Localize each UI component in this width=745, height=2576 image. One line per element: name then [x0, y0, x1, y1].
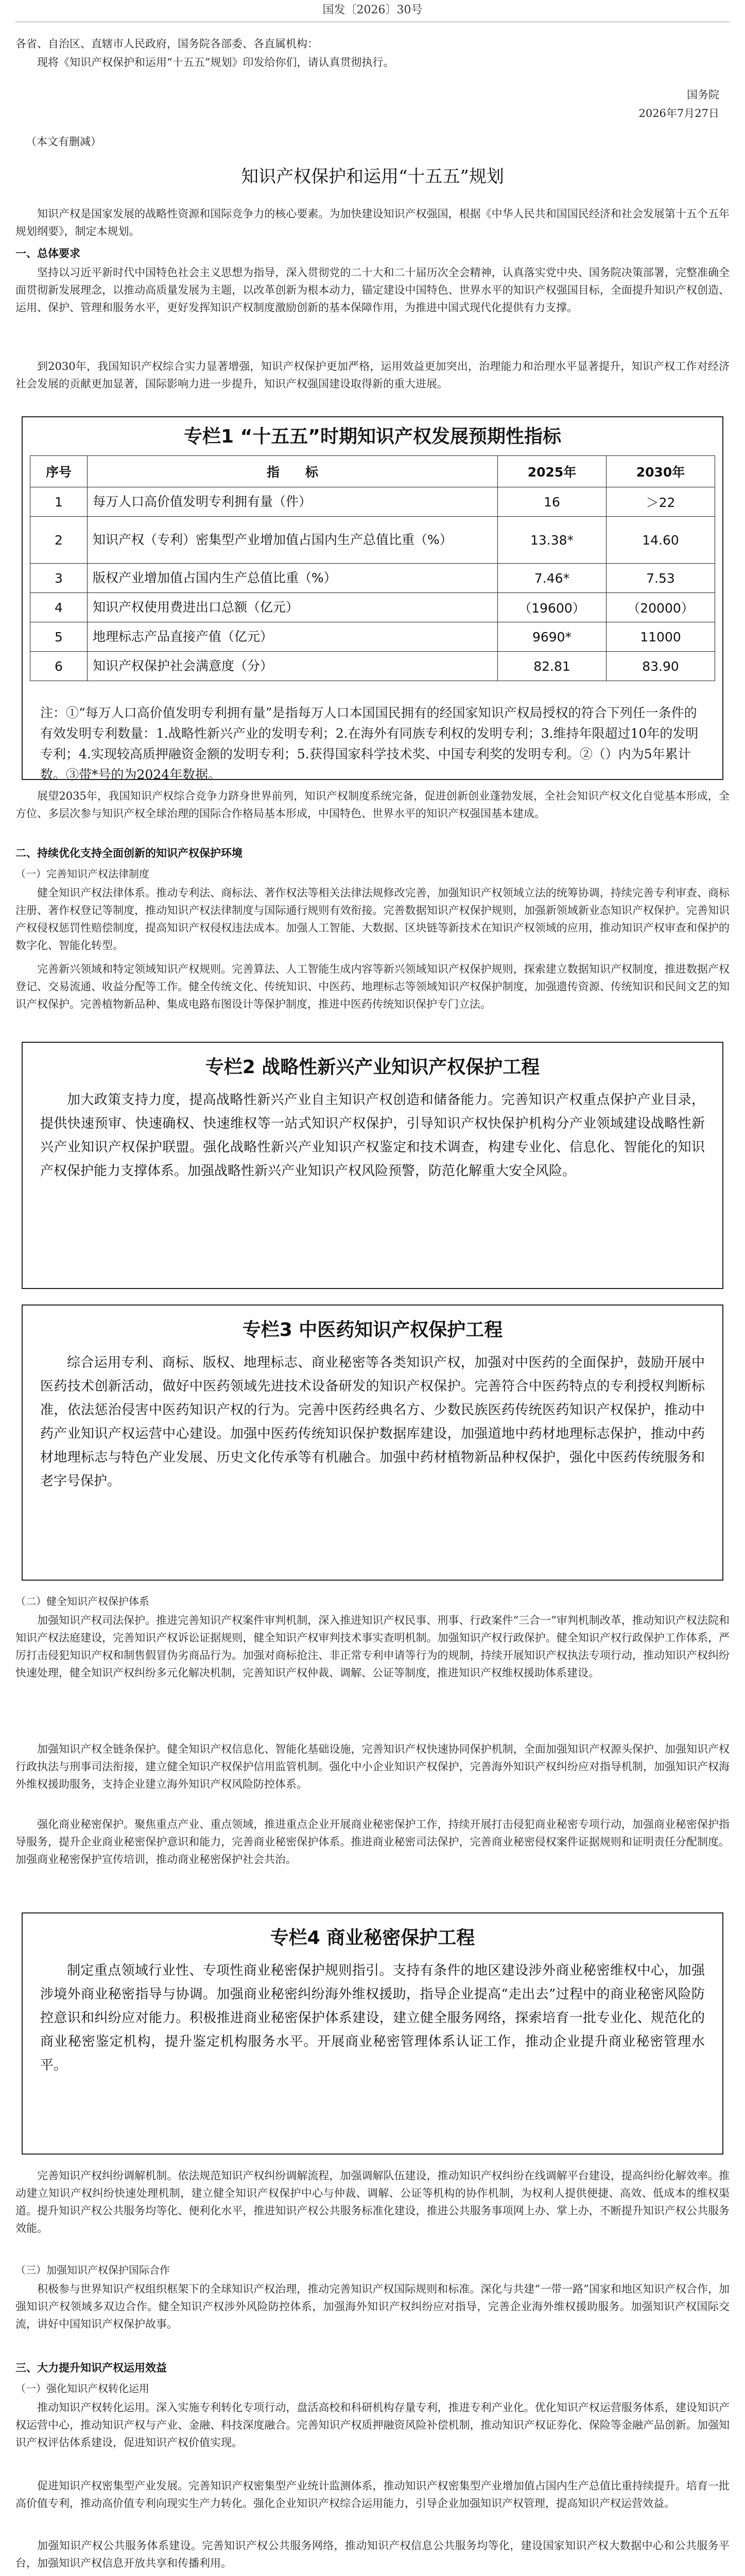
box-2-text: 加大政策支持力度，提高战略性新兴产业自主知识产权创造和储备能力。完善知识产权重点保护产业目录，提供快速预审、快速确权、快速维权等一站式知识产权保护，引导知识产权快保护机构分产业领域建设战略性新兴产业知识产权保护联盟。强化战略性新兴产业知识产权鉴定和技术调查，构建专业化、信息化、智能化的知识产权保护能力支撑体系。加强战略性新兴产业知识产权风险预警，防范化解重大安全风险。 — [40, 1092, 705, 1179]
indicator-table-header-row — [30, 456, 715, 487]
header-cell-number: 序号 — [30, 456, 88, 487]
indicator-number: 4 — [30, 593, 88, 622]
section-2-heading: 二、持续优化支持全面创新的知识产权保护环境 — [15, 847, 242, 859]
header-cell-2030: 2030年 — [607, 456, 715, 487]
indicator-value-2025: （19600） — [498, 593, 607, 622]
box-3-title: 专栏3 中医药知识产权保护工程 — [242, 1319, 503, 1341]
signature-org: 国务院 — [687, 89, 719, 101]
subsection-3-1-heading: （一）强化知识产权转化运用 — [15, 2382, 149, 2395]
section-1-paragraph-1: 坚持以习近平新时代中国特色社会主义思想为指导，深入贯彻党的二十大和二十届历次全会精神，认真落实党中央、国务院决策部署，完整准确全面贯彻新发展理念，以推动高质量发展为主题，以改革创新为根本动力，锚定建设中国特色、世界水平的知识产权强国目标，全面提升知识产权创造、运用、保护、管理和服务水平，更好发挥知识产权制度激励创新的基本保障作用，为推进中国式现代化提供有力支撑。 — [15, 266, 730, 314]
indicator-value-2030: 83.90 — [607, 652, 715, 681]
subsection-2-2-paragraph-2: 加强知识产权全链条保护。健全知识产权信息化、智能化基础设施，完善知识产权快速协同保护机制，全面加强知识产权源头保护、加强知识产权行政执法与刑事司法衔接，建立健全知识产权保护信用监管机制。强化中小企业知识产权保护，完善海外知识产权纠纷应对指导机制，加强知识产权海外维权援助服务，支持企业建立海外知识产权风险防控体系。 — [15, 1743, 730, 1790]
preface-paragraph: 知识产权是国家发展的战略性资源和国际竞争力的核心要素。为加快建设知识产权强国，根据《中华人民共和国国民经济和社会发展第十五个五年规划纲要》，制定本规划。 — [15, 208, 730, 238]
box-1-title: 专栏1 “十五五”时期知识产权发展预期性指标 — [184, 426, 561, 447]
subsection-2-2-paragraph-1: 加强知识产权司法保护。推进完善知识产权案件审判机制，深入推进知识产权民事、刑事、行政案件“三合一”审判机制改革，推动知识产权法院和知识产权法庭建设，完善知识产权诉讼证据规则，健全知识产权审判技术事实查明机制。加强知识产权行政保护。健全知识产权行政保护工作体系，严厉打击侵犯知识产权和制售假冒伪劣商品行为。加强对商标抢注、非正常专利申请等行为的规制，持续开展知识产权执法专项行动，推动知识产权纠纷快速处理，健全知识产权纠纷多元化解决机制，完善知识产权仲裁、调解、公证等制度，推进知识产权维权援助体系建设。 — [15, 1614, 730, 1679]
subsection-2-2-paragraph-3: 强化商业秘密保护。聚焦重点产业、重点领域，推进重点企业开展商业秘密保护工作，持续开展打击侵犯商业秘密专项行动，加强商业秘密保护指导服务，提升企业商业秘密保护意识和能力，完善商业秘密保护体系。推进商业秘密司法保护，完善商业秘密侵权案件证据规则和证明责任分配制度。加强商业秘密保护宣传培训，推动商业秘密保护社会共治。 — [15, 1818, 730, 1866]
indicator-row — [30, 564, 715, 593]
column-box-4 — [22, 1912, 723, 2155]
indicator-value-2025: 82.81 — [498, 652, 607, 681]
indicator-number: 2 — [30, 517, 88, 564]
header-cell-2025: 2025年 — [498, 456, 607, 487]
publication-note: （本文有删减） — [26, 135, 101, 148]
indicator-number: 5 — [30, 622, 88, 652]
section-1-paragraph-2: 到2030年，我国知识产权综合实力显著增强，知识产权保护更加严格，运用效益更加突出，治理能力和治理水平显著提升，知识产权工作对经济社会发展的贡献更加显著，国际影响力进一步提升，知识产权强国建设取得新的重大进展。 — [15, 360, 730, 390]
instruction-line: 现将《知识产权保护和运用“十五五”规划》印发给你们，请认真贯彻执行。 — [37, 56, 394, 69]
indicator-row — [30, 517, 715, 564]
subsection-2-3-paragraph: 积极参与世界知识产权组织框架下的全球知识产权治理，推动完善知识产权国际规则和标准。深化与共建“一带一路”国家和地区知识产权合作，加强知识产权领域多双边合作。健全知识产权涉外风险防控体系，加强海外知识产权纠纷应对指导，完善企业海外维权援助服务。加强知识产权国际交流，讲好中国知识产权保护故事。 — [15, 2283, 730, 2330]
box-1-note: 注：①“每万人口高价值发明专利拥有量”是指每万人口本国国民拥有的经国家知识产权局授权的符合下列任一条件的有效发明专利数量：1.战略性新兴产业的发明专利；2.在海外有同族专利权的发明专利；3.维持年限超过10年的发明专利；4.实现较高质押融资金额的发明专利；5.获得国家科学技术奖、中国专利奖的发明专利。②（）内为5年累计数。③带*号的为2024年数据。 — [40, 705, 699, 782]
indicator-value-2025: 7.46* — [498, 564, 607, 593]
box-4-text: 制定重点领域行业性、专项性商业秘密保护规则指引。支持有条件的地区建设涉外商业秘密维权中心，加强涉境外商业秘密指导与协调。加强商业秘密纠纷海外维权援助，指导企业提高“走出去”过程中的商业秘密风险防控意识和纠纷应对能力。积极推进商业秘密保护体系建设，建立健全服务网络，探索培育一批专业化、规范化的商业秘密鉴定机构，提升鉴定机构服务水平。开展商业秘密管理体系认证工作，推动企业提升商业秘密管理水平。 — [40, 1963, 705, 2073]
indicator-number: 6 — [30, 652, 88, 681]
section-1-heading: 一、总体要求 — [15, 247, 80, 260]
indicator-value-2025: 9690* — [498, 622, 607, 652]
indicator-table — [30, 455, 715, 681]
indicator-name: 知识产权使用费进出口总额（亿元） — [88, 593, 498, 622]
indicator-number: 1 — [30, 487, 88, 517]
indicator-row — [30, 652, 715, 681]
box-4-title: 专栏4 商业秘密保护工程 — [270, 1927, 475, 1948]
box-2-title: 专栏2 战略性新兴产业知识产权保护工程 — [205, 1057, 540, 1078]
subsection-2-1-paragraph-2: 完善新兴领域和特定领域知识产权规则。完善算法、人工智能生成内容等新兴领域知识产权保护规则，探索建立数据知识产权制度，推进数据产权登记、交易流通、收益分配等工作。健全传统文化、传统知识、中医药、地理标志等领域知识产权保护制度，加强遗传资源、传统知识和民间文艺的知识产权保护。完善植物新品种、集成电路布图设计等保护制度，推进中医药传统知识保护专门立法。 — [15, 963, 730, 1010]
indicator-row — [30, 487, 715, 517]
document-number: 国发〔2026〕30号 — [322, 4, 423, 16]
indicator-value-2030: 11000 — [607, 622, 715, 652]
signature-date: 2026年7月27日 — [638, 107, 719, 120]
subsection-3-1-paragraph-2: 促进知识产权密集型产业发展。完善知识产权密集型产业统计监测体系，推动知识产权密集型产业增加值占国内生产总值比重持续提升。培育一批高价值专利，推动高价值专利向现实生产力转化。强化企业知识产权综合运用能力，引导企业加强知识产权管理，提高知识产权运营效益。 — [15, 2480, 730, 2510]
subsection-3-1-paragraph-3: 加强知识产权公共服务体系建设。完善知识产权公共服务网络，推动知识产权信息公共服务均等化，建设国家知识产权大数据中心和公共服务平台，加强知识产权信息开放共享和传播利用。 — [15, 2539, 730, 2569]
column-box-3 — [22, 1304, 723, 1581]
section-3-heading: 三、大力提升知识产权运用效益 — [15, 2362, 167, 2374]
indicator-value-2030: ＞22 — [607, 487, 715, 517]
mediation-paragraph: 完善知识产权纠纷调解机制。依法规范知识产权纠纷调解流程，加强调解队伍建设，推动知识产权纠纷在线调解平台建设，提高纠纷化解效率。推动建立知识产权纠纷快速处理机制，建立健全知识产权保护中心与仲裁、调解、公证等机构的协作机制，为权利人提供便捷、高效、低成本的维权渠道。提升知识产权公共服务均等化、便利化水平，推进知识产权公共服务标准化建设，推进公共服务事项网上办、掌上办，不断提升知识产权公共服务效能。 — [15, 2170, 730, 2234]
indicator-value-2030: 7.53 — [607, 564, 715, 593]
subsection-2-1-heading: （一）完善知识产权法律制度 — [15, 868, 149, 880]
subsection-2-2-heading: （二）健全知识产权保护体系 — [15, 1595, 149, 1607]
indicator-name: 地理标志产品直接产值（亿元） — [88, 622, 498, 652]
indicator-row — [30, 622, 715, 652]
indicator-name: 知识产权（专利）密集型产业增加值占国内生产总值比重（%） — [88, 517, 498, 564]
plan-title: 知识产权保护和运用“十五五”规划 — [241, 166, 504, 187]
indicator-number: 3 — [30, 564, 88, 593]
indicator-name: 每万人口高价值发明专利拥有量（件） — [88, 487, 498, 517]
subsection-3-1-paragraph-1: 推动知识产权转化运用。深入实施专利转化专项行动，盘活高校和科研机构存量专利，推进专利产业化。优化知识产权运营服务体系，建设知识产权运营中心，推动知识产权与产业、金融、科技深度融合。完善知识产权质押融资风险补偿机制，推动知识产权证券化、保险等金融产品创新。加强知识产权评估体系建设，促进知识产权价值实现。 — [15, 2401, 730, 2449]
outlook-paragraph: 展望2035年，我国知识产权综合竞争力跻身世界前列，知识产权制度系统完备，促进创新创业蓬勃发展，全社会知识产权文化自觉基本形成，全方位、多层次参与知识产权全球治理的国际合作格局基本形成，中国特色、世界水平的知识产权强国基本建成。 — [15, 790, 730, 820]
column-box-2 — [22, 1042, 723, 1289]
indicator-value-2030: 14.60 — [607, 517, 715, 564]
subsection-2-1-paragraph-1: 健全知识产权法律体系。推动专利法、商标法、著作权法等相关法律法规修改完善，加强知识产权领域立法的统筹协调，持续完善专利审查、商标注册、著作权登记等制度，推动知识产权法律制度与国际通行规则有效衔接。完善数据知识产权保护规则，加强新领域新业态知识产权保护。完善知识产权侵权惩罚性赔偿制度，提高知识产权侵权违法成本。加强人工智能、大数据、区块链等新技术在知识产权领域的应用，推动知识产权审查和保护的数字化、智能化转型。 — [15, 887, 730, 952]
box-3-text: 综合运用专利、商标、版权、地理标志、商业秘密等各类知识产权，加强对中医药的全面保护，鼓励开展中医药技术创新活动，做好中医药领域先进技术设备研发的知识产权保护。完善符合中医药特点的专利授权判断标准，依法惩治侵害中医药知识产权的行为。完善中医药经典名方、少数民族医药传统医药知识产权保护，推动中药产业知识产权运营中心建设。加强中医药传统知识保护数据库建设，加强道地中药材地理标志保护，推动中药材地理标志与特色产业发展、历史文化传承等有机融合。加强中药材植物新品种权保护，强化中医药传统服务和老字号保护。 — [40, 1355, 705, 1489]
subsection-2-3-heading: （三）加强知识产权保护国际合作 — [15, 2264, 170, 2276]
indicator-name: 知识产权保护社会满意度（分） — [88, 652, 498, 681]
indicator-name: 版权产业增加值占国内生产总值比重（%） — [88, 564, 498, 593]
indicator-row — [30, 593, 715, 622]
addressee-line: 各省、自治区、直辖市人民政府，国务院各部委、各直属机构： — [15, 38, 318, 50]
indicator-value-2030: （20000） — [607, 593, 715, 622]
indicator-value-2025: 16 — [498, 487, 607, 517]
indicator-value-2025: 13.38* — [498, 517, 607, 564]
header-cell-indicator: 指 标 — [88, 456, 498, 487]
